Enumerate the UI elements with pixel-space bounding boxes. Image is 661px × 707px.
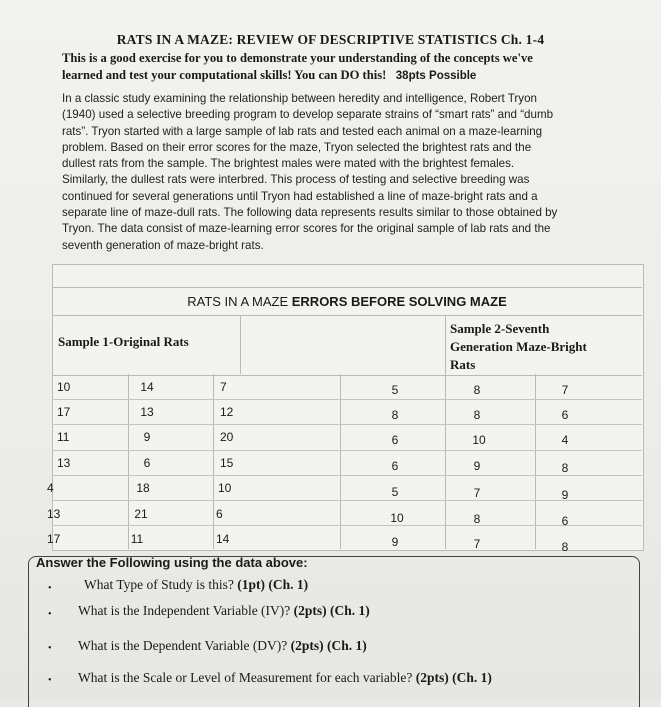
table-divider	[340, 374, 341, 549]
description-line: separate line of maze-dull rats. The following data represents results similar to those obtained by	[62, 206, 558, 220]
question-text: What is the Independent Variable (IV)?	[78, 603, 294, 618]
question-iv	[78, 603, 370, 619]
table-caption-plain: RATS IN A MAZE	[187, 294, 292, 309]
question-study-type	[84, 577, 308, 593]
table-cell: 21	[134, 507, 148, 521]
description-line: seventh generation of maze-bright rats.	[62, 238, 264, 252]
question-text: What is the Scale or Level of Measurement for each variable?	[78, 670, 416, 685]
table-divider	[535, 374, 536, 549]
table-cell: 8	[473, 383, 481, 397]
table-cell: 12	[220, 405, 234, 419]
table-cell: 7	[473, 537, 481, 551]
table-divider	[213, 374, 214, 549]
table-cell: 20	[220, 430, 234, 444]
intro-line-2-text: learned and test your computational skills! You can DO this!	[62, 67, 387, 82]
table-caption-bold: ERRORS BEFORE SOLVING MAZE	[291, 294, 507, 309]
table-divider	[445, 315, 446, 549]
intro-line-1: This is a good exercise for you to demonstrate your understanding of the concepts we've	[62, 51, 533, 65]
description-line: problem. Based on their error scores for the maze, Tryon selected the brightest rats and the	[62, 140, 532, 154]
table-cell: 10	[57, 380, 71, 394]
intro-line-2	[62, 67, 637, 85]
bullet-icon: •	[48, 675, 52, 686]
row-divider	[52, 475, 642, 476]
table-cell: 17	[47, 532, 61, 546]
description-line: dullest rats from the sample. The brightest males were mated with the brightest females.	[62, 157, 515, 171]
table-cell: 15	[220, 456, 234, 470]
table-cell: 9	[473, 459, 481, 473]
sample-1-header: Sample 1-Original Rats	[58, 334, 189, 349]
table-cell: 10	[218, 481, 232, 495]
table-cell: 5	[391, 383, 399, 397]
sample-2-header-line: Sample 2-Seventh	[450, 321, 550, 336]
table-cell: 14	[140, 380, 154, 394]
intro-instructions	[62, 50, 637, 84]
question-scale	[78, 670, 492, 686]
description-line: rats”. Tryon started with a large sample of lab rats and tested each animal on a maze-learning	[62, 124, 543, 138]
table-cell: 8	[561, 461, 569, 475]
table-cell: 8	[561, 540, 569, 554]
table-caption	[52, 287, 642, 316]
description-line: Similarly, the dullest rats were interbred. This process of testing and selective breeding was	[62, 173, 530, 187]
table-cell: 6	[391, 459, 399, 473]
table-cell: 10	[472, 433, 486, 447]
bullet-icon: •	[48, 583, 52, 594]
table-divider	[240, 315, 241, 374]
question-points: (2pts) (Ch. 1)	[415, 670, 492, 685]
table-cell: 18	[136, 481, 150, 495]
description-line: (1940) used a selective breeding program to develop separate strains of “smart rats” and “dumb	[62, 108, 554, 122]
bullet-icon: •	[48, 609, 52, 620]
row-divider	[52, 424, 642, 425]
table-cell: 9	[143, 430, 151, 444]
table-cell: 13	[57, 456, 71, 470]
table-cell: 13	[140, 405, 154, 419]
table-cell: 6	[561, 514, 569, 528]
table-cell: 4	[561, 433, 569, 447]
question-points: (1pt) (Ch. 1)	[237, 577, 309, 592]
study-description	[62, 91, 640, 254]
table-cell: 6	[391, 433, 399, 447]
sample-2-header-line: Rats	[450, 357, 476, 372]
table-cell: 11	[130, 532, 144, 546]
table-cell: 8	[473, 408, 481, 422]
question-points: (2pts) (Ch. 1)	[290, 638, 367, 653]
description-line: In a classic study examining the relationship between heredity and intelligence, Robert Tryon	[62, 92, 537, 105]
question-dv	[78, 638, 367, 654]
table-cell: 17	[57, 405, 71, 419]
table-cell: 13	[47, 507, 61, 521]
table-cell: 6	[143, 456, 151, 470]
table-cell: 8	[391, 408, 399, 422]
table-divider	[128, 374, 129, 549]
sample-2-header-line: Generation Maze-Bright	[450, 339, 587, 354]
table-cell: 14	[216, 532, 230, 546]
question-points: (2pts) (Ch. 1)	[293, 603, 370, 618]
row-divider	[52, 399, 642, 400]
description-line: Tryon. The data consist of maze-learning error scores for the original sample of lab rats and the	[62, 222, 551, 236]
row-divider	[52, 450, 642, 451]
table-cell: 6	[216, 507, 223, 521]
table-cell: 8	[473, 512, 481, 526]
table-cell: 5	[391, 485, 399, 499]
table-cell: 7	[220, 380, 227, 394]
sample-2-header	[450, 320, 630, 374]
description-line: continued for several generations until Tryon had established a line of maze-bright rats and a	[62, 189, 538, 203]
question-text: What Type of Study is this?	[84, 577, 238, 592]
table-cell: 7	[561, 383, 569, 397]
question-text: What is the Dependent Variable (DV)?	[78, 638, 291, 653]
points-possible: 38pts Possible	[395, 69, 477, 82]
table-cell: 4	[47, 481, 54, 495]
table-cell: 10	[390, 511, 404, 525]
page-title: RATS IN A MAZE: REVIEW OF DESCRIPTIVE STATISTICS Ch. 1-4	[116, 32, 545, 47]
bullet-icon: •	[48, 643, 52, 654]
answer-section-heading: Answer the Following using the data above:	[36, 555, 308, 570]
table-cell: 9	[561, 488, 569, 502]
table-cell: 6	[561, 408, 569, 422]
table-cell: 9	[391, 535, 399, 549]
table-cell: 7	[473, 486, 481, 500]
table-cell: 11	[57, 430, 70, 444]
